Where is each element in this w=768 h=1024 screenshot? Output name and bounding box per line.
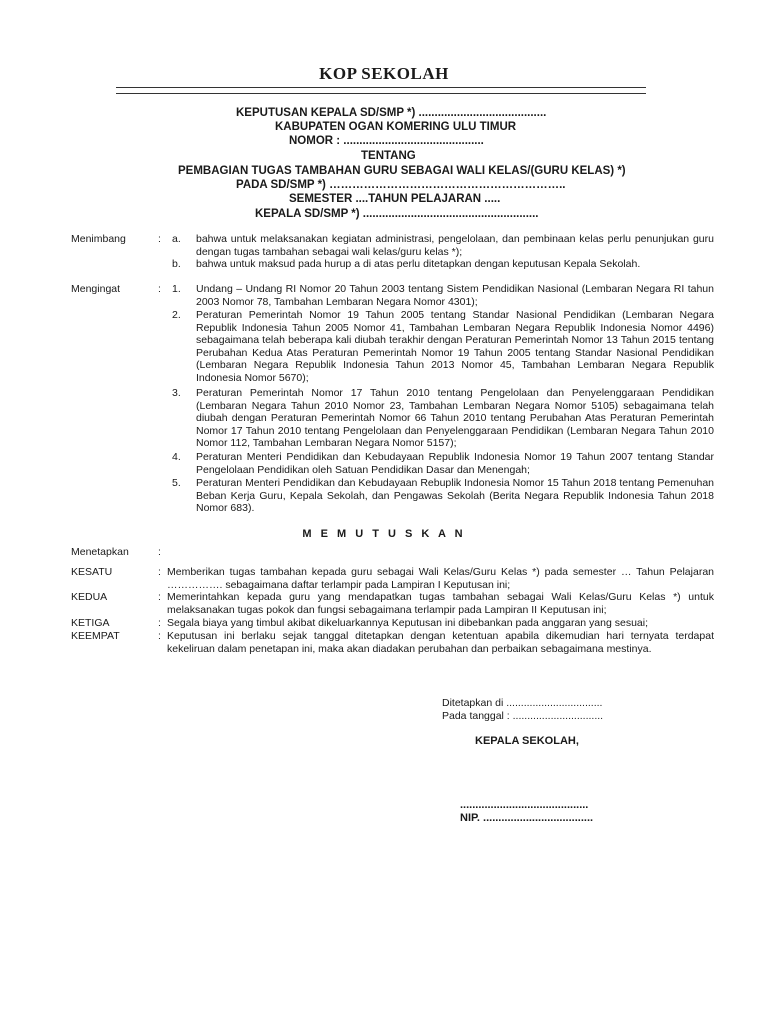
- letterhead-title: KOP SEKOLAH: [319, 64, 449, 83]
- signatory-title: KEPALA SEKOLAH,: [475, 735, 579, 747]
- school-line: PADA SD/SMP *) ……………………………………………………..: [236, 179, 566, 191]
- mengingat-mark-1: 1.: [172, 283, 181, 295]
- kesatu-text: Memberikan tugas tambahan kepada guru sebagai Wali Kelas/Guru Kelas *) pada semester … Tahun Pelajaran ……………. sebagaimana daftar terlampir pada Lampiran I Keputusan ini;: [167, 566, 714, 591]
- tentang-heading: TENTANG: [361, 150, 416, 162]
- signatory-name-line: ..........................................: [460, 799, 589, 811]
- menimbang-mark-a: a.: [172, 233, 181, 245]
- head-line: KEPALA SD/SMP *) .......................................................: [255, 208, 539, 220]
- menimbang-label: Menimbang: [71, 233, 126, 245]
- menimbang-item-a: bahwa untuk melaksanakan kegiatan administrasi, pengelolaan, dan pembinaan kelas perlu penunjukan guru dengan tugas tambahan sebagai wali kelas/guru kelas *);: [196, 233, 714, 258]
- tanggal-line: Pada tanggal : ...............................: [442, 710, 604, 722]
- mengingat-item-4: Peraturan Menteri Pendidikan dan Kebudayaan Republik Indonesia Nomor 19 Tahun 2007 tentang Standar Pengelolaan Pendidikan oleh Satuan Pendidikan Dasar dan Menengah;: [196, 451, 714, 476]
- decree-subject: PEMBAGIAN TUGAS TAMBAHAN GURU SEBAGAI WALI KELAS/(GURU KELAS) *): [178, 165, 626, 177]
- keempat-label: KEEMPAT: [71, 630, 120, 642]
- kedua-label: KEDUA: [71, 591, 108, 603]
- kesatu-label: KESATU: [71, 566, 113, 578]
- letterhead-divider: [116, 87, 646, 94]
- mengingat-mark-3: 3.: [172, 387, 181, 399]
- memutuskan-heading: M E M U T U S K A N: [302, 528, 466, 540]
- ditetapkan-line: Ditetapkan di .................................: [442, 697, 603, 709]
- decree-number: NOMOR : ............................................: [289, 135, 484, 147]
- kedua-text: Memerintahkan kepada guru yang mendapatkan tugas tambahan sebagai Wali Kelas/Guru Kelas *) untuk melaksanakan tugas pokok dan fungsi sebagaimana terlampir pada Lampiran II Keputusan ini;: [167, 591, 714, 616]
- mengingat-colon: :: [158, 283, 161, 295]
- mengingat-label: Mengingat: [71, 283, 121, 295]
- keempat-colon: :: [158, 630, 161, 642]
- menimbang-colon: :: [158, 233, 161, 245]
- menetapkan-colon: :: [158, 546, 161, 558]
- decree-title: KEPUTUSAN KEPALA SD/SMP *) ........................................: [236, 107, 547, 119]
- mengingat-item-3: Peraturan Pemerintah Nomor 17 Tahun 2010 tentang Pengelolaan dan Penyelenggaraan Pendidikan (Lembaran Negara Tahun 2010 Nomor 23, Tambahan Lembaran Negara Nomor 5105) sebagaimana telah diubah dengan Peraturan Pemerintah Nomor 66 Tahun 2010 tentang Perubahan Atas Peraturan Pemerintah Nomor 17 Tahun 2010 tentang Pengelolaan dan Penyelenggaraan Pendidikan (Lembaran Negara Tahun 2010 Nomor 112, Tambahan Lembaran Negara Nomor 5157);: [196, 387, 714, 449]
- menimbang-item-b: bahwa untuk maksud pada hurup a di atas perlu ditetapkan dengan keputusan Kepala Sekolah.: [196, 258, 641, 270]
- mengingat-item-1: Undang – Undang RI Nomor 20 Tahun 2003 tentang Sistem Pendidikan Nasional (Lembaran Negara RI tahun 2003 Nomor 78, Tambahan Lembaran Negara Nomor 4301);: [196, 283, 714, 308]
- mengingat-mark-5: 5.: [172, 477, 181, 489]
- ketiga-label: KETIGA: [71, 617, 110, 629]
- regency-name: KABUPATEN OGAN KOMERING ULU TIMUR: [275, 121, 517, 133]
- semester-line: SEMESTER ....TAHUN PELAJARAN .....: [289, 193, 501, 205]
- signatory-nip: NIP. ....................................: [460, 812, 594, 824]
- mengingat-mark-2: 2.: [172, 309, 181, 321]
- keempat-text: Keputusan ini berlaku sejak tanggal ditetapkan dengan ketentuan apabila dikemudian hari ternyata terdapat kekeliruan dalam penetapan ini, maka akan diadakan perubahan dan perbaikan sebagaimana mestinya.: [167, 630, 714, 655]
- mengingat-mark-4: 4.: [172, 451, 181, 463]
- kedua-colon: :: [158, 591, 161, 603]
- ketiga-colon: :: [158, 617, 161, 629]
- mengingat-item-5: Peraturan Menteri Pendidikan dan Kebudayaan Rebuplik Indonesia Nomor 15 Tahun 2018 tentang Pemenuhan Beban Kerja Guru, Kepala Sekolah, dan Pengawas Sekolah (Berita Negara Republik Indonesia Tahun 2018 Nomor 683).: [196, 477, 714, 514]
- menetapkan-label: Menetapkan: [71, 546, 129, 558]
- ketiga-text: Segala biaya yang timbul akibat dikeluarkannya Keputusan ini dibebankan pada anggaran yang sesuai;: [167, 617, 649, 629]
- menimbang-mark-b: b.: [172, 258, 181, 270]
- mengingat-item-2: Peraturan Pemerintah Nomor 19 Tahun 2005 tentang Standar Nasional Pendidikan (Lembaran Negara Republik Indonesia Tahun 2005 Nomor 41, Tambahan Lembaran Negara Republik Indonesia Nomor 4496) sebagaimana telah beberapa kali diubah terakhir dengan Peraturan Pemerintah Nomor 13 Tahun 2015 tentang Perubahan Kedua Atas Peraturan Pemerintah Nomor 19 Tahun 2005 tentang Standar Nasional Pendidikan (Lembaran Negara Republik Indonesia Tahun 2013 Nomor 45, Tambahan Lembaran Negara Republik Indonesia Nomor 5670);: [196, 309, 714, 384]
- kesatu-colon: :: [158, 566, 161, 578]
